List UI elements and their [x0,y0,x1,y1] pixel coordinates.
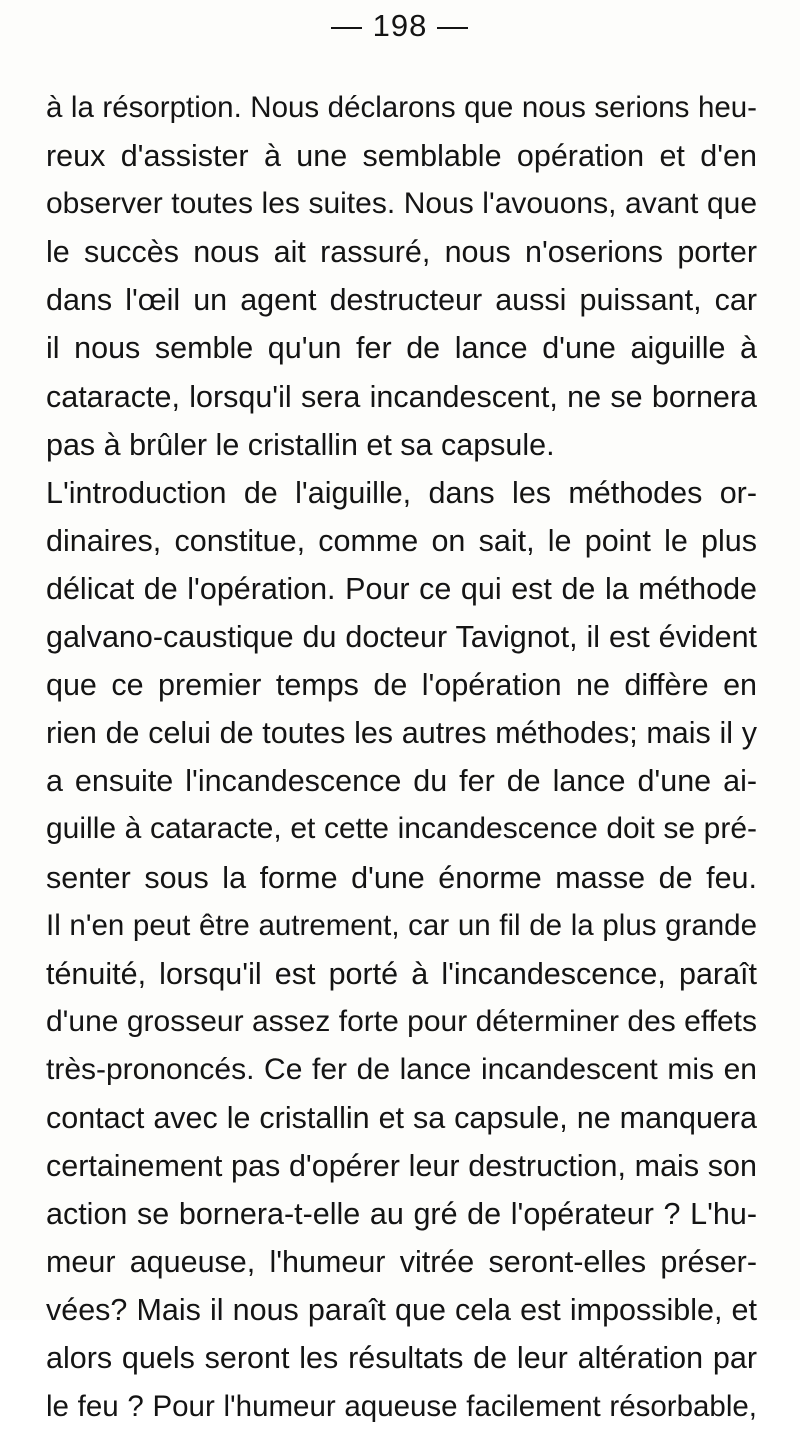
text-line: senter sous la forme d'une énorme masse de feu. [46,860,757,895]
text-line: pas à brûler le cristallin et sa capsule. [46,427,555,462]
text-line: a ensuite l'incandescence du fer de lance d'une ai- [46,764,757,799]
text-line: Il n'en peut être autrement, car un fil de la plus grande [46,908,757,942]
text-line: que ce premier temps de l'opération ne diffère en [46,668,757,703]
text-line: L'introduction de l'aiguille, dans les méthodes or- [46,475,757,510]
text-line: à la résorption. Nous déclarons que nous serions heu- [46,91,757,124]
text-line: cataracte, lorsqu'il sera incandescent, ne se bornera [46,379,757,414]
text-line: dinaires, constitue, comme on sait, le point le plus [46,523,757,558]
text-line: alors quels seront les résultats de leur altération par [46,1341,757,1376]
text-line: le succès nous ait rassuré, nous n'oserions porter [46,235,757,270]
text-line: dans l'œil un agent destructeur aussi puissant, car [46,283,757,318]
text-line: certainement pas d'opérer leur destruction, mais son [46,1149,757,1184]
text-line: rien de celui de toutes les autres méthodes; mais il y [46,716,757,751]
text-line: action se bornera-t-elle au gré de l'opérateur ? L'hu- [46,1197,757,1232]
page-number: — 198 — [331,8,469,43]
text-line: guille à cataracte, et cette incandescence doit se pré- [46,812,757,846]
text-line: le feu ? Pour l'humeur aqueuse facilement résorbable, [46,1389,757,1423]
text-line: meur aqueuse, l'humeur vitrée seront-elles préser- [46,1245,757,1280]
text-line: il nous semble qu'un fer de lance d'une aiguille à [46,331,757,366]
text-line: ténuité, lorsqu'il est porté à l'incandescence, paraît [46,956,757,991]
body-text [46,84,757,1431]
text-line: délicat de l'opération. Pour ce qui est de la méthode [46,571,757,606]
text-line: très-prononcés. Ce fer de lance incandescent mis en [46,1052,757,1086]
text-line: d'une grosseur assez forte pour déterminer des effets [46,1004,757,1038]
text-line: contact avec le cristallin et sa capsule, ne manquera [46,1100,757,1135]
text-line: vées? Mais il nous paraît que cela est impossible, et [46,1293,757,1328]
text-line: galvano-caustique du docteur Tavignot, il est évident [46,620,757,655]
text-line: observer toutes les suites. Nous l'avouons, avant que [46,187,757,221]
text-line: reux d'assister à une semblable opération et d'en [46,139,757,174]
